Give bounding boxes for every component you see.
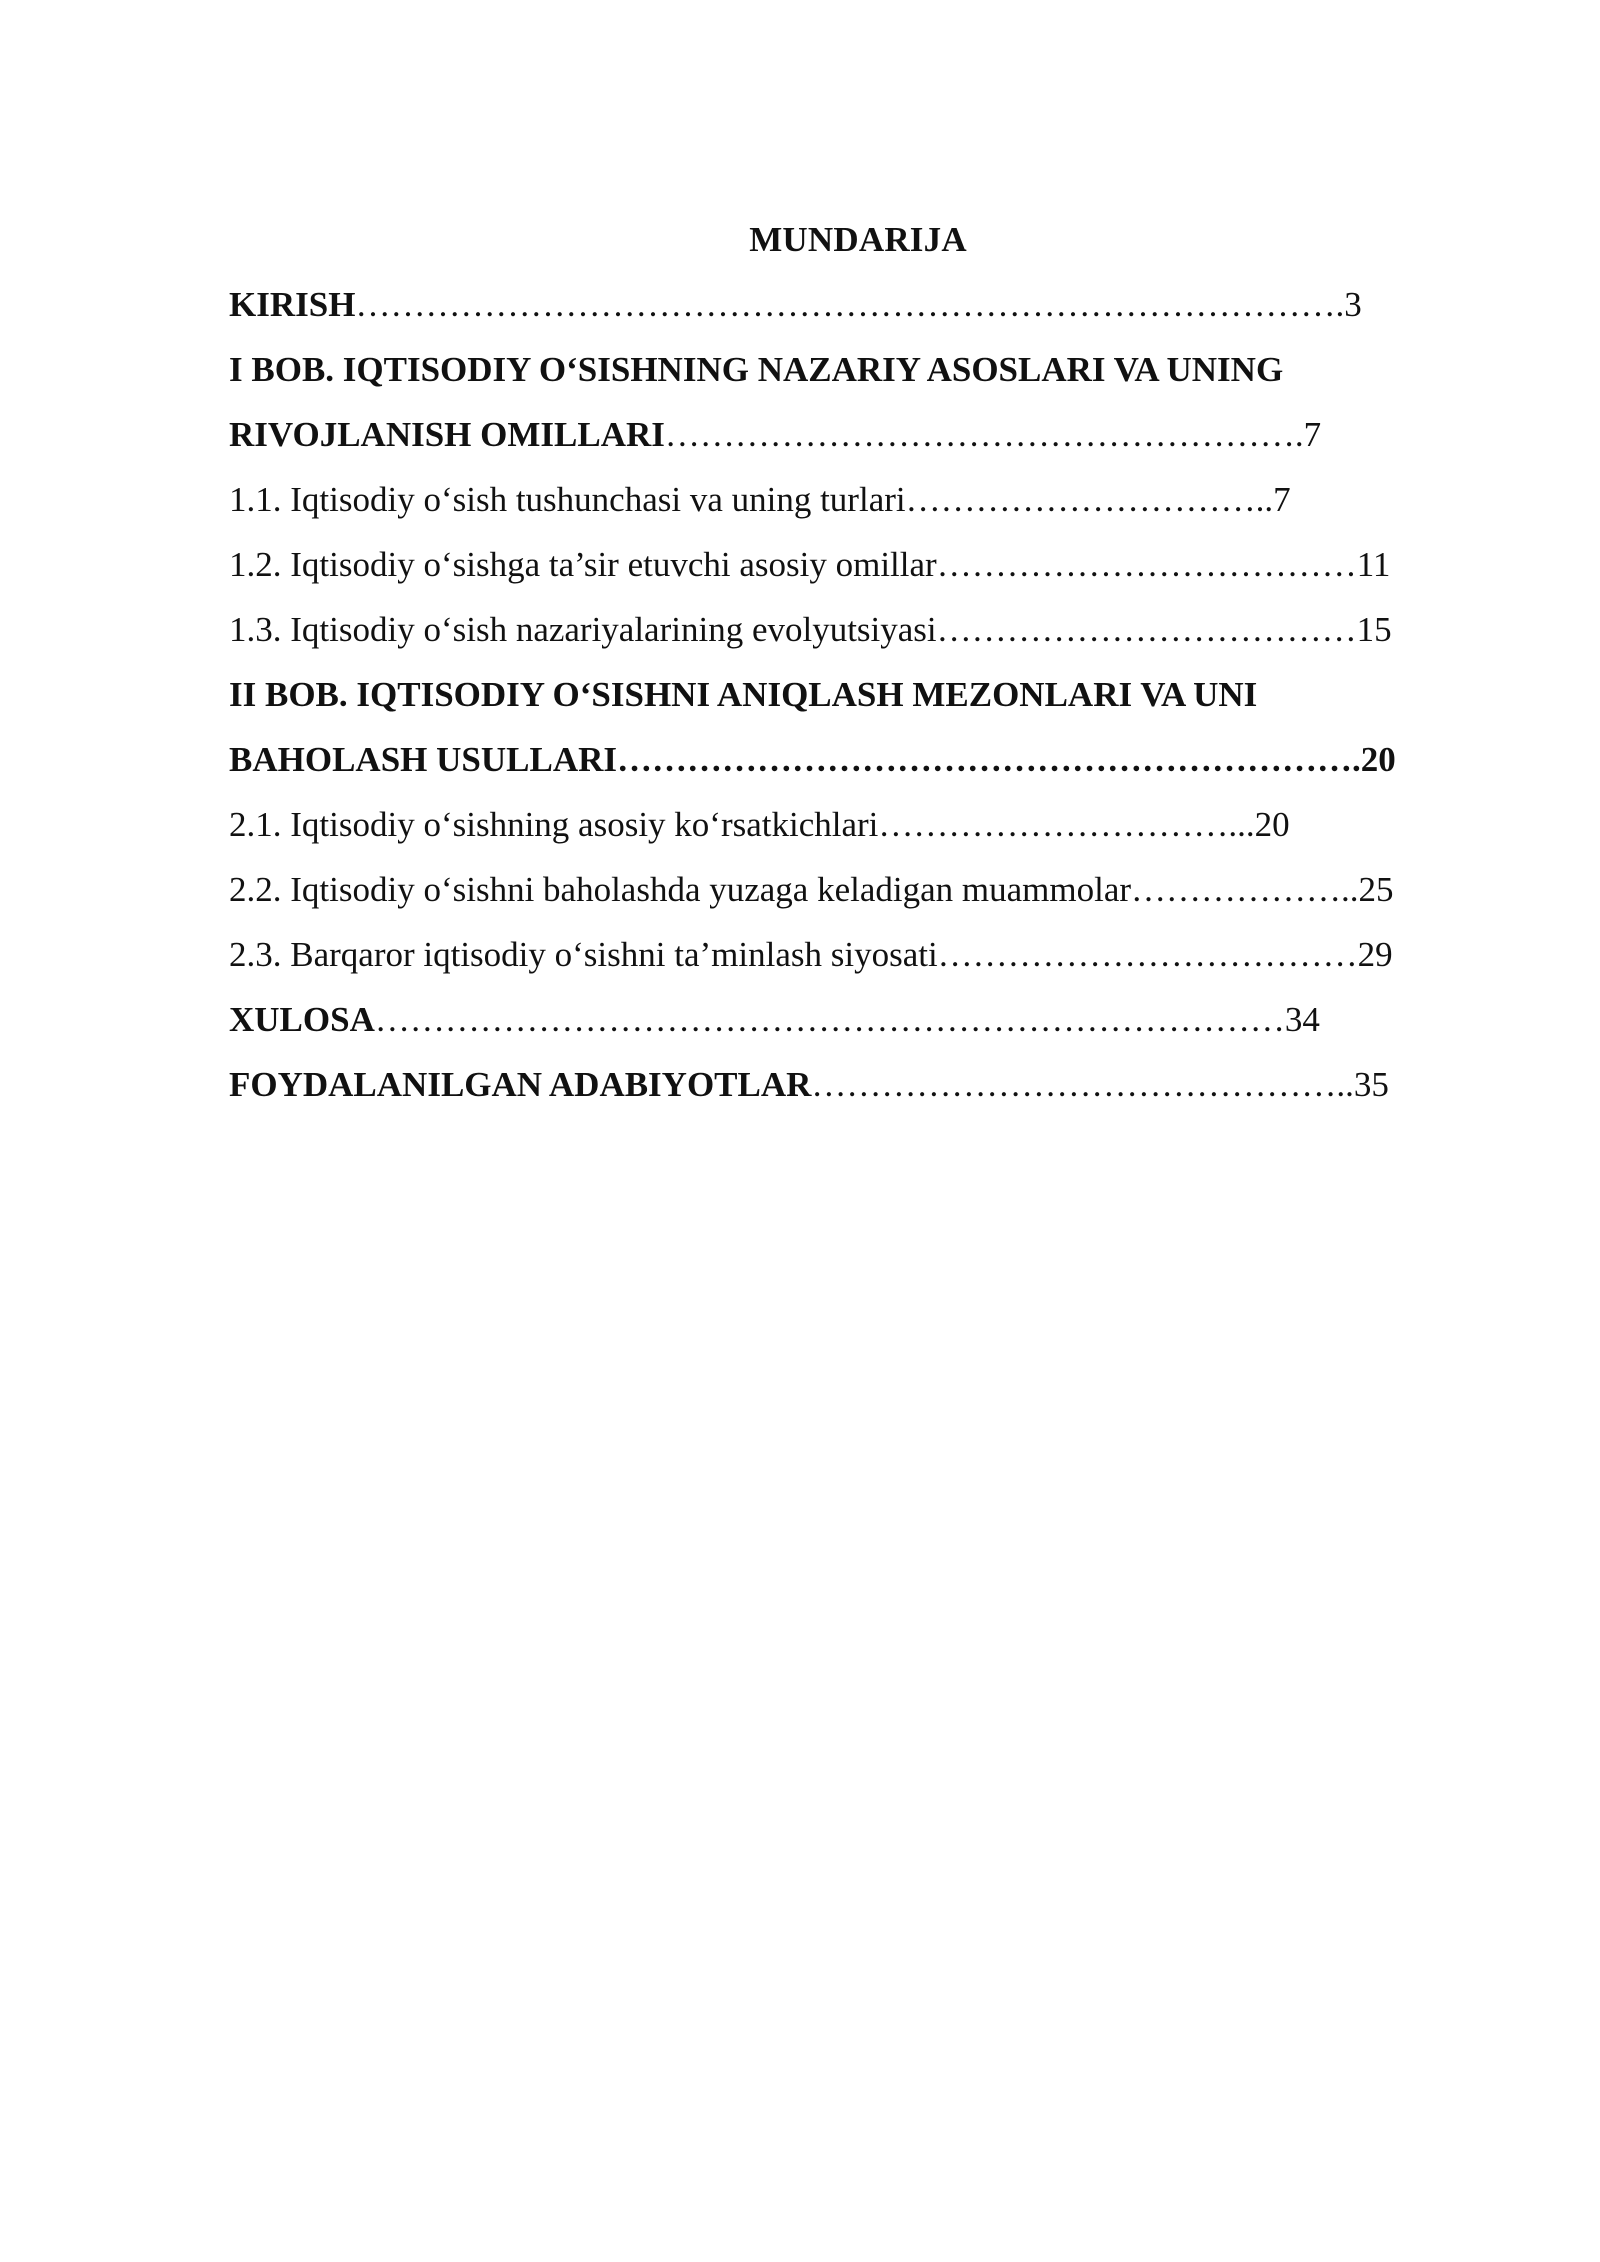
toc-entry-leader-and-page: ……………………………………………………………………34 xyxy=(374,1000,1320,1039)
toc-entry-chapter-1-line-1: I BOB. IQTISODIY O‘SISHNING NAZARIY ASOSLARI VA UNING xyxy=(229,350,1284,389)
toc-title: MUNDARIJA xyxy=(749,220,967,259)
toc-entry-leader-and-page: ……………………………………………….7 xyxy=(664,415,1322,454)
toc-entry-chapter-1-line-2 xyxy=(229,413,1487,478)
toc-entry-heading: FOYDALANILGAN ADABIYOTLAR xyxy=(229,1065,812,1104)
toc-entry-section-1-2: 1.2. Iqtisodiy o‘sishga ta’sir etuvchi asosiy omillar………………………………11 xyxy=(229,545,1391,584)
table-of-contents xyxy=(229,283,1487,1128)
toc-entry-leader-and-page: ………………………………………………………………………….3 xyxy=(355,285,1362,324)
toc-entry-heading: KIRISH xyxy=(229,285,356,324)
toc-entry-leader-and-page: ………………………………………..35 xyxy=(811,1065,1389,1104)
toc-entry-section-2-1: 2.1. Iqtisodiy o‘sishning asosiy ko‘rsatkichlari…………………………...20 xyxy=(229,805,1290,844)
toc-entry-section-1-1: 1.1. Iqtisodiy o‘sish tushunchasi va uning turlari…………………………..7 xyxy=(229,480,1291,519)
toc-entry-section-1-3: 1.3. Iqtisodiy o‘sish nazariyalarining evolyutsiyasi………………………………15 xyxy=(229,610,1392,649)
toc-entry-references xyxy=(229,1063,1487,1128)
toc-entry-heading: XULOSA xyxy=(229,1000,375,1039)
toc-entry-xulosa xyxy=(229,998,1487,1063)
toc-entry-chapter-2-line-1: II BOB. IQTISODIY O‘SISHNI ANIQLASH MEZONLARI VA UNI xyxy=(229,675,1258,714)
toc-entry-section-2-2: 2.2. Iqtisodiy o‘sishni baholashda yuzaga keladigan muammolar………………..25 xyxy=(229,870,1394,909)
toc-entry-section-2-3: 2.3. Barqaror iqtisodiy o‘sishni ta’minlash siyosati………………………………29 xyxy=(229,935,1393,974)
toc-entry-heading: RIVOJLANISH OMILLARI xyxy=(229,415,665,454)
toc-entry-kirish xyxy=(229,283,1487,348)
toc-entry-chapter-2-line-2: BAHOLASH USULLARI……………………………………………………….20 xyxy=(229,740,1396,779)
